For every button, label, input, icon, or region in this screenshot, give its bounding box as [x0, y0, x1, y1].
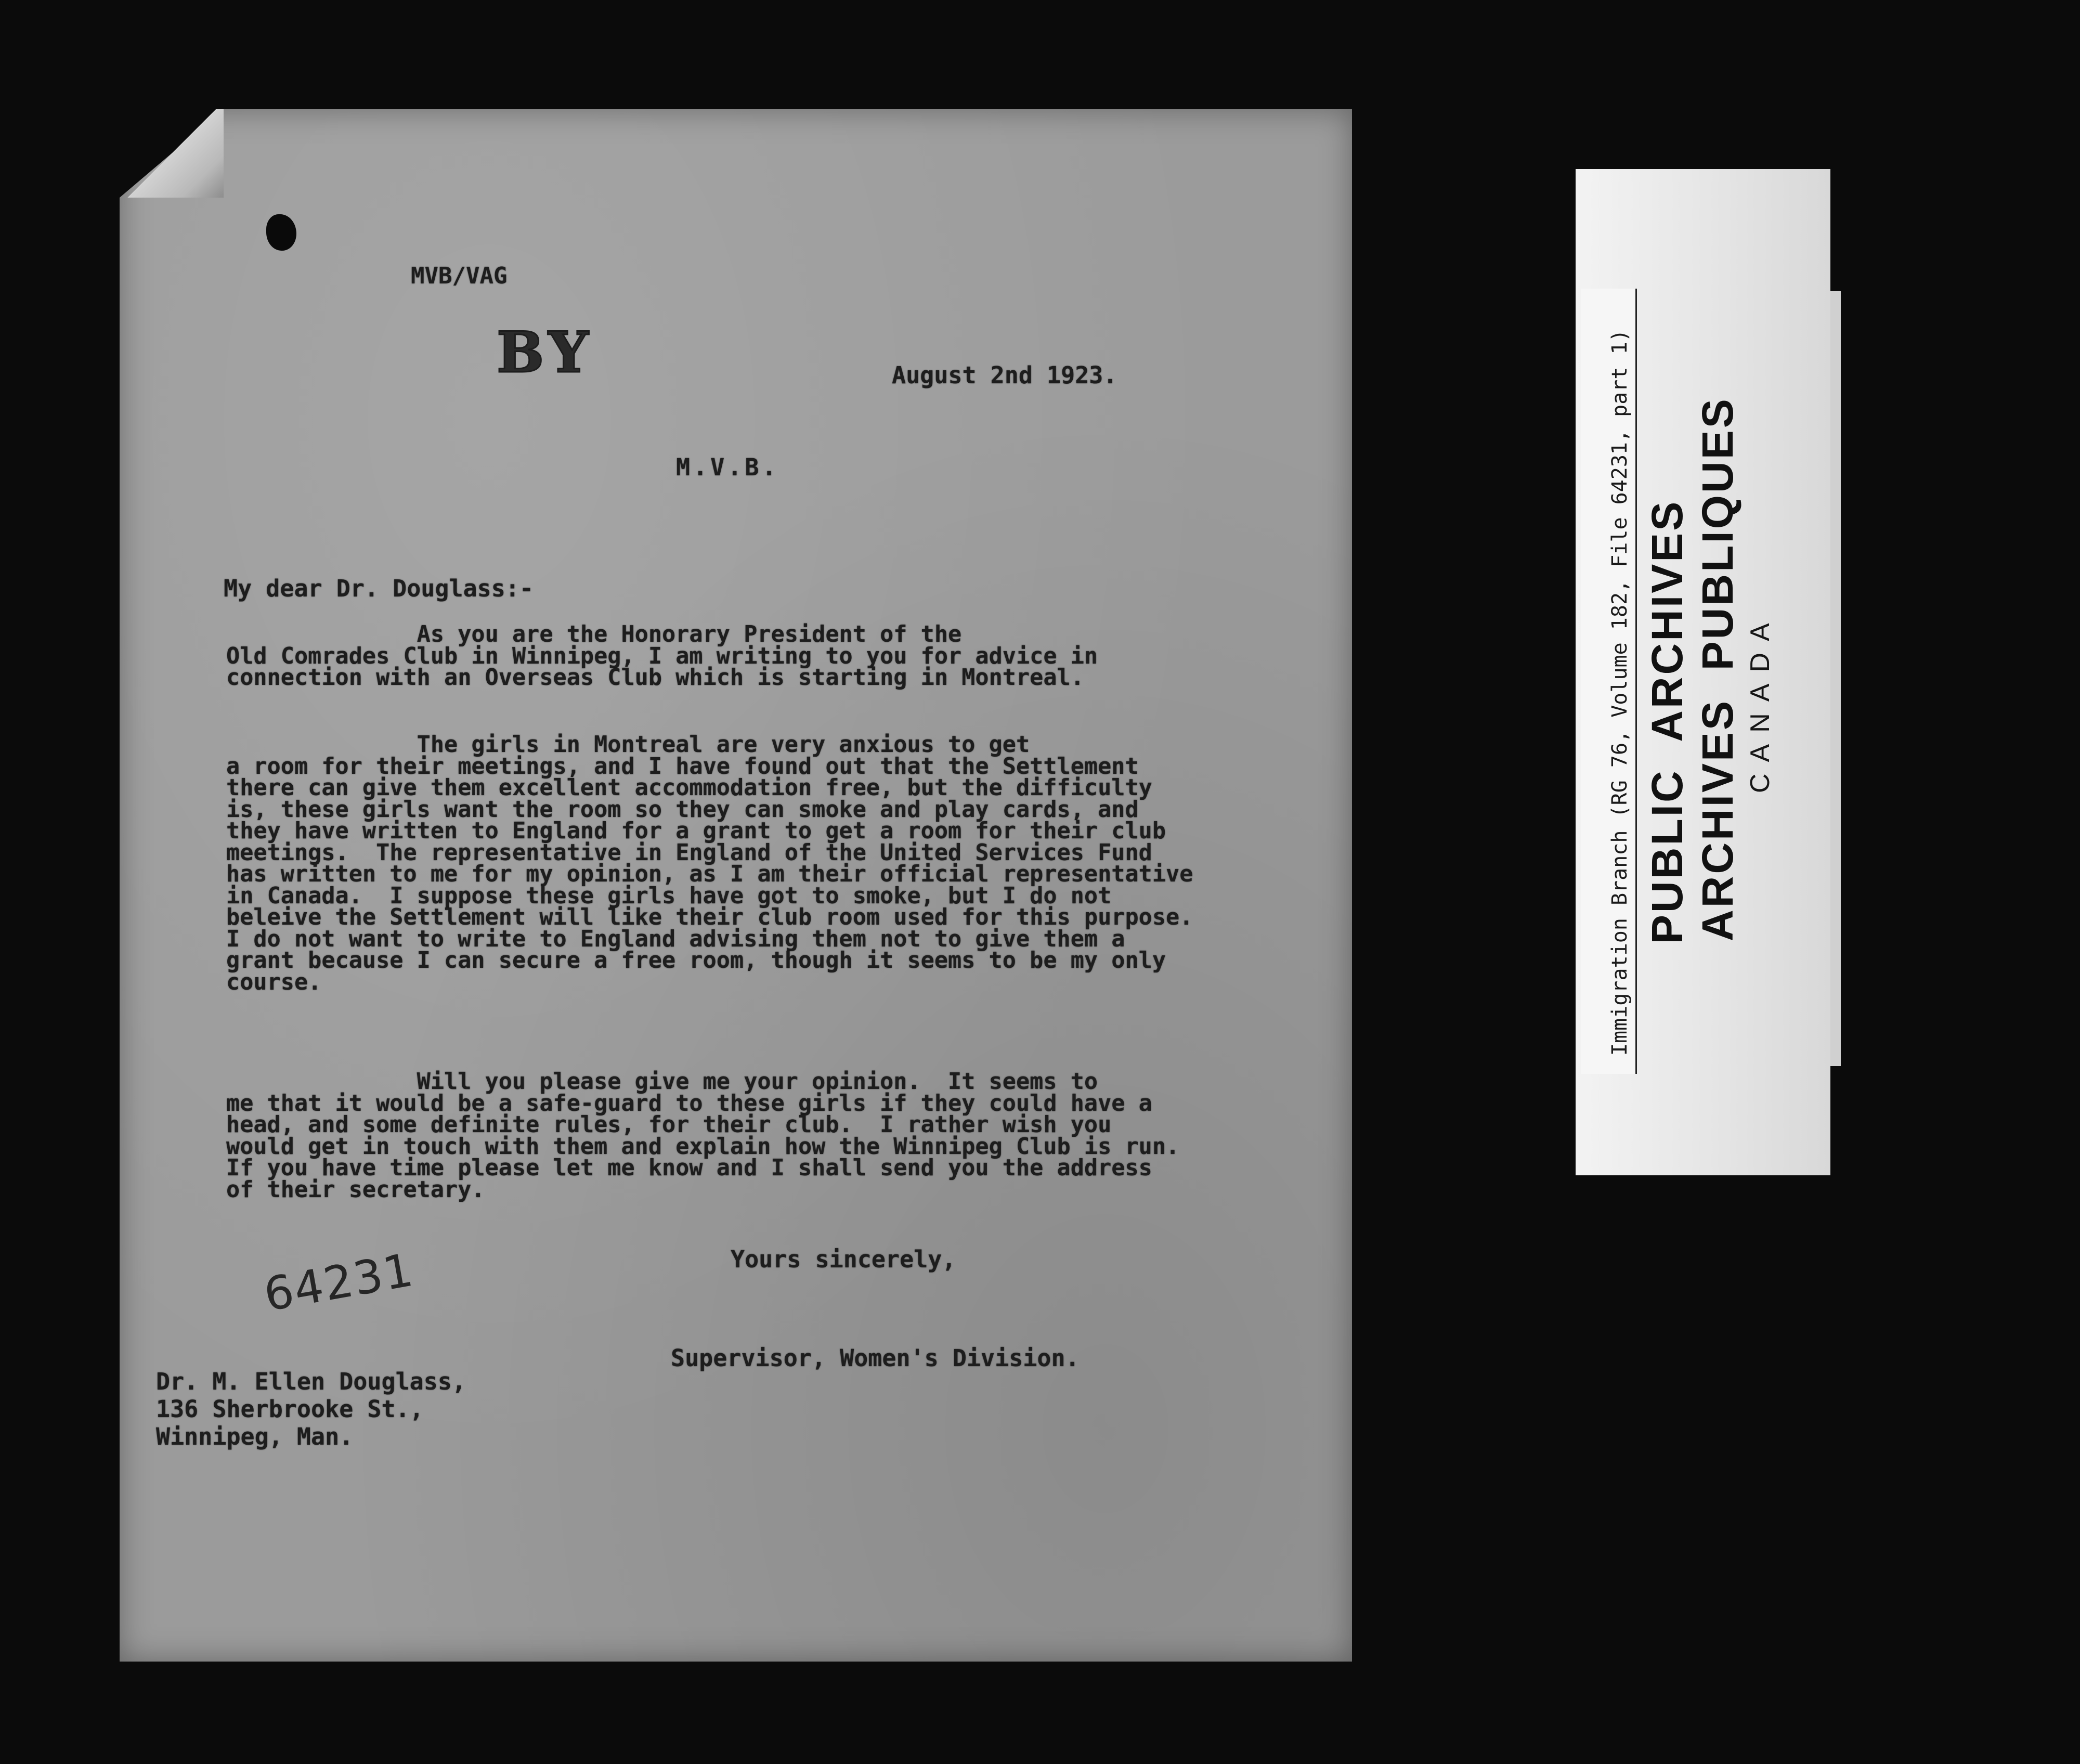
- folded-corner: [120, 109, 224, 198]
- signature-title: Supervisor, Women's Division.: [671, 1344, 1080, 1372]
- handwritten-file-number: 64231: [260, 1242, 418, 1322]
- letter-date: August 2nd 1923.: [892, 361, 1117, 389]
- recipient-address: Dr. M. Ellen Douglass, 136 Sherbrooke St., Winnipeg, Man.: [156, 1368, 466, 1450]
- reference-initials: MVB/VAG: [411, 263, 508, 289]
- body-paragraph-1: As you are the Honorary President of the Old Comrades Club in Winnipeg, I am writing to you for advice in connection with an Overseas Club which is starting in Montreal.: [226, 621, 1098, 691]
- initials-mark: M.V.B.: [676, 453, 779, 481]
- punch-hole: [266, 214, 296, 251]
- by-stamp: BY: [497, 320, 594, 385]
- body-paragraph-3: Will you please give me your opinion. It seems to me that it would be a safe-guard to these girls if they could have a head, and some definite rules, for their club. I rather wish you would get in touch with them and explain how the Winnipeg Club is run. If you have time please let me know and I shall send you the address of their secretary.: [226, 1069, 1180, 1203]
- canada-text: CANADA: [1745, 612, 1775, 793]
- public-archives-text: PUBLIC ARCHIVES: [1643, 499, 1692, 944]
- label-edge: [1830, 291, 1841, 1066]
- salutation: My dear Dr. Douglass:-: [224, 575, 534, 602]
- archives-publiques-text: ARCHIVES PUBLIQUES: [1693, 397, 1742, 941]
- archive-reference-text: Immigration Branch (RG 76, Volume 182, File 64231, part 1): [1608, 329, 1632, 1056]
- body-paragraph-2: The girls in Montreal are very anxious to get a room for their meetings, and I have found out that the Settlement there can give them excellent accommodation free, but the difficulty is, these girls want the room so they can smoke and play cards, and they have written to England for a grant to get a room for their club meetings. The representative in England of the United Services Fund has written to me for my opinion, as I am their official representative in Canada. I suppose these girls have got to smoke, but I do not beleive the Settlement will like their club room used for this purpose. I do not want to write to England advising them not to give them a grant because I can secure a free room, though it seems to be my only course.: [226, 732, 1193, 995]
- closing: Yours sincerely,: [731, 1246, 956, 1273]
